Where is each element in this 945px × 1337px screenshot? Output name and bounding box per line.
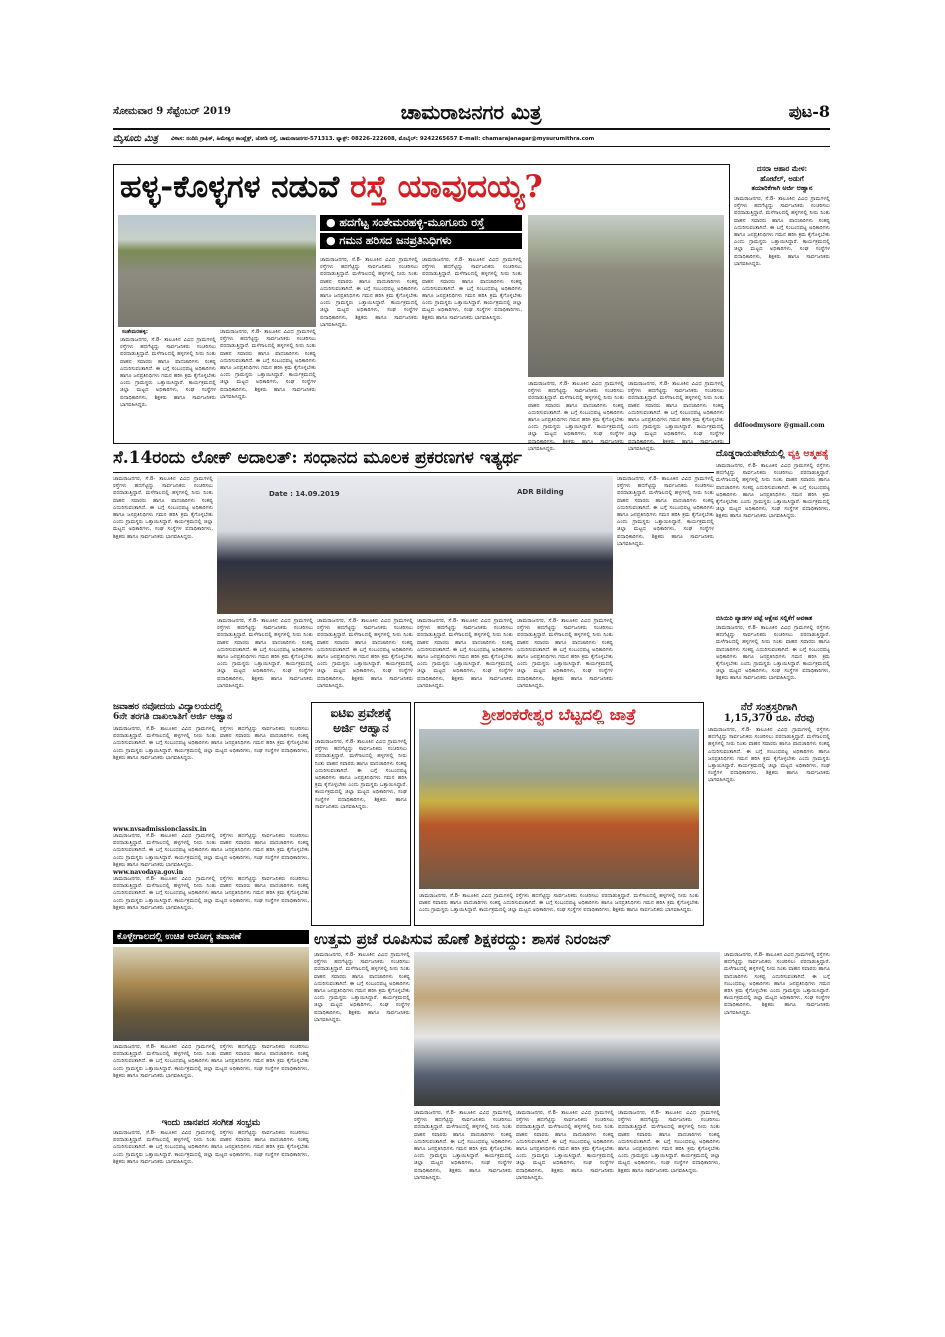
flood-headline-2: 1,15,370 ರೂ. ನೆರವು [723, 713, 815, 724]
lokadalat-body-col4: ಚಾಮರಾಜನಗರ, ಸೆ.8- ತಾಲೂಕಿನ ವಿವಿಧ ಗ್ರಾಮಗಳಲ್ಲಿ ರಸ್ತೆಗಳು ಹದಗೆಟ್ಟಿದ್ದು ಸಾರ್ವಜನಿಕರು ಸಂಚರಿಸಲು ಪರದಾಡುತ್ತಿದ್ದಾರೆ. ಮಳೆಗಾಲದಲ್ಲಿ ಹಳ್ಳಗಳಲ್ಲಿ ನೀರು ನಿಂತು ವಾಹನ ಸವಾರರು ಹಾಗೂ ಪಾದಚಾರಿಗಳು ಸಂಕಷ್ಟ ಎದುರಿಸುವಂತಾಗಿದೆ. ಈ ಬಗ್ಗೆ ಸಂಬಂಧಪಟ್ಟ ಅಧಿಕಾರಿಗಳು ಹಾಗೂ ಜನಪ್ರತಿನಿಧಿಗಳು ಗಮನ ಹರಿಸಿ ಕ್ರಮ ಕೈಗೊಳ್ಳಬೇಕು ಎಂದು ಗ್ರಾಮಸ್ಥರು ಒತ್ತಾಯಿಸಿದ್ದಾರೆ. ಕಾರ್ಯಕ್ರಮದಲ್ಲಿ ಜಿಲ್ಲಾ ಮಟ್ಟದ ಅಧಿಕಾರಿಗಳು, ಸಂಘ ಸಂಸ್ಥೆಗಳ ಪದಾಧಿಕಾರಿಗಳು, ಶಿಕ್ಷಕರು ಹಾಗೂ ಸಾರ್ವಜನಿಕರು ಭಾಗವಹಿಸಿದ್ದರು. [417, 618, 513, 689]
lokadalat-body-col6: ಚಾಮರಾಜನಗರ, ಸೆ.8- ತಾಲೂಕಿನ ವಿವಿಧ ಗ್ರಾಮಗಳಲ್ಲಿ ರಸ್ತೆಗಳು ಹದಗೆಟ್ಟಿದ್ದು ಸಾರ್ವಜನಿಕರು ಸಂಚರಿಸಲು ಪರದಾಡುತ್ತಿದ್ದಾರೆ. ಮಳೆಗಾಲದಲ್ಲಿ ಹಳ್ಳಗಳಲ್ಲಿ ನೀರು ನಿಂತು ವಾಹನ ಸವಾರರು ಹಾಗೂ ಪಾದಚಾರಿಗಳು ಸಂಕಷ್ಟ ಎದುರಿಸುವಂತಾಗಿದೆ. ಈ ಬಗ್ಗೆ ಸಂಬಂಧಪಟ್ಟ ಅಧಿಕಾರಿಗಳು ಹಾಗೂ ಜನಪ್ರತಿನಿಧಿಗಳು ಗಮನ ಹರಿಸಿ ಕ್ರಮ ಕೈಗೊಳ್ಳಬೇಕು ಎಂದು ಗ್ರಾಮಸ್ಥರು ಒತ್ತಾಯಿಸಿದ್ದಾರೆ. ಕಾರ್ಯಕ್ರಮದಲ್ಲಿ ಜಿಲ್ಲಾ ಮಟ್ಟದ ಅಧಿಕಾರಿಗಳು, ಸಂಘ ಸಂಸ್ಥೆಗಳ ಪದಾಧಿಕಾರಿಗಳು, ಶಿಕ್ಷಕರು ಹಾಗೂ ಸಾರ್ವಜನಿಕರು ಭಾಗವಹಿಸಿದ್ದರು. [617, 476, 714, 547]
doddarayapete-sub: ಬಿಸಿಯಿರಿ ಪ್ಯಾಡಗಳ ಪಟ್ಟೆ ಆಕ್ಷೇಪ ಸಲ್ಲಿಕೆಗೆ ಅವಕಾಶ [716, 615, 813, 622]
jatre-caption: ಚಾಮರಾಜನಗರ, ಸೆ.8- ತಾಲೂಕಿನ ವಿವಿಧ ಗ್ರಾಮಗಳಲ್ಲಿ ರಸ್ತೆಗಳು ಹದಗೆಟ್ಟಿದ್ದು ಸಾರ್ವಜನಿಕರು ಸಂಚರಿಸಲು ಪರದಾಡುತ್ತಿದ್ದಾರೆ. ಮಳೆಗಾಲದಲ್ಲಿ ಹಳ್ಳಗಳಲ್ಲಿ ನೀರು ನಿಂತು ವಾಹನ ಸವಾರರು ಹಾಗೂ ಪಾದಚಾರಿಗಳು ಸಂಕಷ್ಟ ಎದುರಿಸುವಂತಾಗಿದೆ. ಈ ಬಗ್ಗೆ ಸಂಬಂಧಪಟ್ಟ ಅಧಿಕಾರಿಗಳು ಹಾಗೂ ಜನಪ್ರತಿನಿಧಿಗಳು ಗಮನ ಹರಿಸಿ ಕ್ರಮ ಕೈಗೊಳ್ಳಬೇಕು ಎಂದು ಗ್ರಾಮಸ್ಥರು ಒತ್ತಾಯಿಸಿದ್ದಾರೆ. ಕಾರ್ಯಕ್ರಮದಲ್ಲಿ ಜಿಲ್ಲಾ ಮಟ್ಟದ ಅಧಿಕಾರಿಗಳು, ಸಂಘ ಸಂಸ್ಥೆಗಳ ಪದಾಧಿಕಾರಿಗಳು, ಶಿಕ್ಷಕರು ಹಾಗೂ ಸಾರ್ವಜನಿಕರು ಭಾಗವಹಿಸಿದ್ದರು. [419, 893, 699, 914]
kollegal-headline: ಕೊಳ್ಳೇಗಾಲದಲ್ಲಿ ಉಚಿತ ಆರೋಗ್ಯ ತಪಾಸಣೆ [113, 930, 309, 944]
lead-headline [120, 169, 543, 206]
music-headline: ಇಂದು ಜಾನಪದ ಸಂಗೀತ ಸಂಭ್ರಮ [161, 1118, 261, 1128]
navodaya-web-2: www.nvsadmissionclassix.in [113, 826, 207, 833]
navodaya-body: ಚಾಮರಾಜನಗರ, ಸೆ.8- ತಾಲೂಕಿನ ವಿವಿಧ ಗ್ರಾಮಗಳಲ್ಲಿ ರಸ್ತೆಗಳು ಹದಗೆಟ್ಟಿದ್ದು ಸಾರ್ವಜನಿಕರು ಸಂಚರಿಸಲು ಪರದಾಡುತ್ತಿದ್ದಾರೆ. ಮಳೆಗಾಲದಲ್ಲಿ ಹಳ್ಳಗಳಲ್ಲಿ ನೀರು ನಿಂತು ವಾಹನ ಸವಾರರು ಹಾಗೂ ಪಾದಚಾರಿಗಳು ಸಂಕಷ್ಟ ಎದುರಿಸುವಂತಾಗಿದೆ. ಈ ಬಗ್ಗೆ ಸಂಬಂಧಪಟ್ಟ ಅಧಿಕಾರಿಗಳು ಹಾಗೂ ಜನಪ್ರತಿನಿಧಿಗಳು ಗಮನ ಹರಿಸಿ ಕ್ರಮ ಕೈಗೊಳ್ಳಬೇಕು ಎಂದು ಗ್ರಾಮಸ್ಥರು ಒತ್ತಾಯಿಸಿದ್ದಾರೆ. ಕಾರ್ಯಕ್ರಮದಲ್ಲಿ ಜಿಲ್ಲಾ ಮಟ್ಟದ ಅಧಿಕಾರಿಗಳು, ಸಂಘ ಸಂಸ್ಥೆಗಳ ಪದಾಧಿಕಾರಿಗಳು, ಶಿಕ್ಷಕರು ಹಾಗೂ ಸಾರ್ವಜನಿಕರು ಭಾಗವಹಿಸಿದ್ದರು. [113, 726, 309, 761]
lead-body-col4: ಚಾಮರಾಜನಗರ, ಸೆ.8- ತಾಲೂಕಿನ ವಿವಿಧ ಗ್ರಾಮಗಳಲ್ಲಿ ರಸ್ತೆಗಳು ಹದಗೆಟ್ಟಿದ್ದು ಸಾರ್ವಜನಿಕರು ಸಂಚರಿಸಲು ಪರದಾಡುತ್ತಿದ್ದಾರೆ. ಮಳೆಗಾಲದಲ್ಲಿ ಹಳ್ಳಗಳಲ್ಲಿ ನೀರು ನಿಂತು ವಾಹನ ಸವಾರರು ಹಾಗೂ ಪಾದಚಾರಿಗಳು ಸಂಕಷ್ಟ ಎದುರಿಸುವಂತಾಗಿದೆ. ಈ ಬಗ್ಗೆ ಸಂಬಂಧಪಟ್ಟ ಅಧಿಕಾರಿಗಳು ಹಾಗೂ ಜನಪ್ರತಿನಿಧಿಗಳು ಗಮನ ಹರಿಸಿ ಕ್ರಮ ಕೈಗೊಳ್ಳಬೇಕು ಎಂದು ಗ್ರಾಮಸ್ಥರು ಒತ್ತಾಯಿಸಿದ್ದಾರೆ. ಕಾರ್ಯಕ್ರಮದಲ್ಲಿ ಜಿಲ್ಲಾ ಮಟ್ಟದ ಅಧಿಕಾರಿಗಳು, ಸಂಘ ಸಂಸ್ಥೆಗಳ ಪದಾಧಿಕಾರಿಗಳು, ಶಿಕ್ಷಕರು ಹಾಗೂ ಸಾರ್ವಜನಿಕರು ಭಾಗವಹಿಸಿದ್ದರು. [422, 257, 522, 321]
lokadalat-headline: ಸೆ.14ರಂದು ಲೋಕ್ ಅದಾಲತ್: ಸಂಧಾನದ ಮೂಲಕ ಪ್ರಕರಣಗಳ ಇತ್ಯರ್ಥ [113, 448, 522, 468]
doddarayapete-headline [716, 448, 830, 459]
kollegal-photo [113, 947, 309, 1041]
brand-name: ಮೈಸೂರು ಮಿತ್ರ [113, 134, 158, 144]
navodaya-web-1: www.navodaya.gov.in [113, 869, 184, 876]
lokadalat-body-col2: ಚಾಮರಾಜನಗರ, ಸೆ.8- ತಾಲೂಕಿನ ವಿವಿಧ ಗ್ರಾಮಗಳಲ್ಲಿ ರಸ್ತೆಗಳು ಹದಗೆಟ್ಟಿದ್ದು ಸಾರ್ವಜನಿಕರು ಸಂಚರಿಸಲು ಪರದಾಡುತ್ತಿದ್ದಾರೆ. ಮಳೆಗಾಲದಲ್ಲಿ ಹಳ್ಳಗಳಲ್ಲಿ ನೀರು ನಿಂತು ವಾಹನ ಸವಾರರು ಹಾಗೂ ಪಾದಚಾರಿಗಳು ಸಂಕಷ್ಟ ಎದುರಿಸುವಂತಾಗಿದೆ. ಈ ಬಗ್ಗೆ ಸಂಬಂಧಪಟ್ಟ ಅಧಿಕಾರಿಗಳು ಹಾಗೂ ಜನಪ್ರತಿನಿಧಿಗಳು ಗಮನ ಹರಿಸಿ ಕ್ರಮ ಕೈಗೊಳ್ಳಬೇಕು ಎಂದು ಗ್ರಾಮಸ್ಥರು ಒತ್ತಾಯಿಸಿದ್ದಾರೆ. ಕಾರ್ಯಕ್ರಮದಲ್ಲಿ ಜಿಲ್ಲಾ ಮಟ್ಟದ ಅಧಿಕಾರಿಗಳು, ಸಂಘ ಸಂಸ್ಥೆಗಳ ಪದಾಧಿಕಾರಿಗಳು, ಶಿಕ್ಷಕರು ಹಾಗೂ ಸಾರ್ವಜನಿಕರು ಭಾಗವಹಿಸಿದ್ದರು. [217, 618, 313, 689]
lokadalat-body-col3: ಚಾಮರಾಜನಗರ, ಸೆ.8- ತಾಲೂಕಿನ ವಿವಿಧ ಗ್ರಾಮಗಳಲ್ಲಿ ರಸ್ತೆಗಳು ಹದಗೆಟ್ಟಿದ್ದು ಸಾರ್ವಜನಿಕರು ಸಂಚರಿಸಲು ಪರದಾಡುತ್ತಿದ್ದಾರೆ. ಮಳೆಗಾಲದಲ್ಲಿ ಹಳ್ಳಗಳಲ್ಲಿ ನೀರು ನಿಂತು ವಾಹನ ಸವಾರರು ಹಾಗೂ ಪಾದಚಾರಿಗಳು ಸಂಕಷ್ಟ ಎದುರಿಸುವಂತಾಗಿದೆ. ಈ ಬಗ್ಗೆ ಸಂಬಂಧಪಟ್ಟ ಅಧಿಕಾರಿಗಳು ಹಾಗೂ ಜನಪ್ರತಿನಿಧಿಗಳು ಗಮನ ಹರಿಸಿ ಕ್ರಮ ಕೈಗೊಳ್ಳಬೇಕು ಎಂದು ಗ್ರಾಮಸ್ಥರು ಒತ್ತಾಯಿಸಿದ್ದಾರೆ. ಕಾರ್ಯಕ್ರಮದಲ್ಲಿ ಜಿಲ್ಲಾ ಮಟ್ಟದ ಅಧಿಕಾರಿಗಳು, ಸಂಘ ಸಂಸ್ಥೆಗಳ ಪದಾಧಿಕಾರಿಗಳು, ಶಿಕ್ಷಕರು ಹಾಗೂ ಸಾರ್ವಜನಿಕರು ಭಾಗವಹಿಸಿದ್ದರು. [317, 618, 413, 689]
jatre-headline: ಶ್ರೀಶಂಕರೇಶ್ವರ ಬೆಟ್ಟದಲ್ಲಿ ಜಾತ್ರೆ [482, 705, 636, 724]
lead-headline-red: ರಸ್ತೆ ಯಾವುದಯ್ಯ? [350, 169, 543, 205]
jatre-photo [419, 729, 699, 889]
lokadalat-body-col1: ಚಾಮರಾಜನಗರ, ಸೆ.8- ತಾಲೂಕಿನ ವಿವಿಧ ಗ್ರಾಮಗಳಲ್ಲಿ ರಸ್ತೆಗಳು ಹದಗೆಟ್ಟಿದ್ದು ಸಾರ್ವಜನಿಕರು ಸಂಚರಿಸಲು ಪರದಾಡುತ್ತಿದ್ದಾರೆ. ಮಳೆಗಾಲದಲ್ಲಿ ಹಳ್ಳಗಳಲ್ಲಿ ನೀರು ನಿಂತು ವಾಹನ ಸವಾರರು ಹಾಗೂ ಪಾದಚಾರಿಗಳು ಸಂಕಷ್ಟ ಎದುರಿಸುವಂತಾಗಿದೆ. ಈ ಬಗ್ಗೆ ಸಂಬಂಧಪಟ್ಟ ಅಧಿಕಾರಿಗಳು ಹಾಗೂ ಜನಪ್ರತಿನಿಧಿಗಳು ಗಮನ ಹರಿಸಿ ಕ್ರಮ ಕೈಗೊಳ್ಳಬೇಕು ಎಂದು ಗ್ರಾಮಸ್ಥರು ಒತ್ತಾಯಿಸಿದ್ದಾರೆ. ಕಾರ್ಯಕ್ರಮದಲ್ಲಿ ಜಿಲ್ಲಾ ಮಟ್ಟದ ಅಧಿಕಾರಿಗಳು, ಸಂಘ ಸಂಸ್ಥೆಗಳ ಪದಾಧಿಕಾರಿಗಳು, ಶಿಕ್ಷಕರು ಹಾಗೂ ಸಾರ್ವಜನಿಕರು ಭಾಗವಹಿಸಿದ್ದರು. [113, 476, 213, 540]
teacher-body-col1: ಚಾಮರಾಜನಗರ, ಸೆ.8- ತಾಲೂಕಿನ ವಿವಿಧ ಗ್ರಾಮಗಳಲ್ಲಿ ರಸ್ತೆಗಳು ಹದಗೆಟ್ಟಿದ್ದು ಸಾರ್ವಜನಿಕರು ಸಂಚರಿಸಲು ಪರದಾಡುತ್ತಿದ್ದಾರೆ. ಮಳೆಗಾಲದಲ್ಲಿ ಹಳ್ಳಗಳಲ್ಲಿ ನೀರು ನಿಂತು ವಾಹನ ಸವಾರರು ಹಾಗೂ ಪಾದಚಾರಿಗಳು ಸಂಕಷ್ಟ ಎದುರಿಸುವಂತಾಗಿದೆ. ಈ ಬಗ್ಗೆ ಸಂಬಂಧಪಟ್ಟ ಅಧಿಕಾರಿಗಳು ಹಾಗೂ ಜನಪ್ರತಿನಿಧಿಗಳು ಗಮನ ಹರಿಸಿ ಕ್ರಮ ಕೈಗೊಳ್ಳಬೇಕು ಎಂದು ಗ್ರಾಮಸ್ಥರು ಒತ್ತಾಯಿಸಿದ್ದಾರೆ. ಕಾರ್ಯಕ್ರಮದಲ್ಲಿ ಜಿಲ್ಲಾ ಮಟ್ಟದ ಅಧಿಕಾರಿಗಳು, ಸಂಘ ಸಂಸ್ಥೆಗಳ ಪದಾಧಿಕಾರಿಗಳು, ಶಿಕ್ಷಕರು ಹಾಗೂ ಸಾರ್ವಜನಿಕರು ಭಾಗವಹಿಸಿದ್ದರು. [314, 952, 410, 1023]
iti-headline-1: ಐಟಿಐ ಪ್ರವೇಶಕ್ಕೆ [330, 706, 392, 720]
teacher-body-col5: ಚಾಮರಾಜನಗರ, ಸೆ.8- ತಾಲೂಕಿನ ವಿವಿಧ ಗ್ರಾಮಗಳಲ್ಲಿ ರಸ್ತೆಗಳು ಹದಗೆಟ್ಟಿದ್ದು ಸಾರ್ವಜನಿಕರು ಸಂಚರಿಸಲು ಪರದಾಡುತ್ತಿದ್ದಾರೆ. ಮಳೆಗಾಲದಲ್ಲಿ ಹಳ್ಳಗಳಲ್ಲಿ ನೀರು ನಿಂತು ವಾಹನ ಸವಾರರು ಹಾಗೂ ಪಾದಚಾರಿಗಳು ಸಂಕಷ್ಟ ಎದುರಿಸುವಂತಾಗಿದೆ. ಈ ಬಗ್ಗೆ ಸಂಬಂಧಪಟ್ಟ ಅಧಿಕಾರಿಗಳು ಹಾಗೂ ಜನಪ್ರತಿನಿಧಿಗಳು ಗಮನ ಹರಿಸಿ ಕ್ರಮ ಕೈಗೊಳ್ಳಬೇಕು ಎಂದು ಗ್ರಾಮಸ್ಥರು ಒತ್ತಾಯಿಸಿದ್ದಾರೆ. ಕಾರ್ಯಕ್ರಮದಲ್ಲಿ ಜಿಲ್ಲಾ ಮಟ್ಟದ ಅಧಿಕಾರಿಗಳು, ಸಂಘ ಸಂಸ್ಥೆಗಳ ಪದಾಧಿಕಾರಿಗಳು, ಶಿಕ್ಷಕರು ಹಾಗೂ ಸಾರ್ವಜನಿಕರು ಭಾಗವಹಿಸಿದ್ದರು. [724, 952, 830, 1016]
lead-body-col5: ಚಾಮರಾಜನಗರ, ಸೆ.8- ತಾಲೂಕಿನ ವಿವಿಧ ಗ್ರಾಮಗಳಲ್ಲಿ ರಸ್ತೆಗಳು ಹದಗೆಟ್ಟಿದ್ದು ಸಾರ್ವಜನಿಕರು ಸಂಚರಿಸಲು ಪರದಾಡುತ್ತಿದ್ದಾರೆ. ಮಳೆಗಾಲದಲ್ಲಿ ಹಳ್ಳಗಳಲ್ಲಿ ನೀರು ನಿಂತು ವಾಹನ ಸವಾರರು ಹಾಗೂ ಪಾದಚಾರಿಗಳು ಸಂಕಷ್ಟ ಎದುರಿಸುವಂತಾಗಿದೆ. ಈ ಬಗ್ಗೆ ಸಂಬಂಧಪಟ್ಟ ಅಧಿಕಾರಿಗಳು ಹಾಗೂ ಜನಪ್ರತಿನಿಧಿಗಳು ಗಮನ ಹರಿಸಿ ಕ್ರಮ ಕೈಗೊಳ್ಳಬೇಕು ಎಂದು ಗ್ರಾಮಸ್ಥರು ಒತ್ತಾಯಿಸಿದ್ದಾರೆ. ಕಾರ್ಯಕ್ರಮದಲ್ಲಿ ಜಿಲ್ಲಾ ಮಟ್ಟದ ಅಧಿಕಾರಿಗಳು, ಸಂಘ ಸಂಸ್ಥೆಗಳ ಪದಾಧಿಕಾರಿಗಳು, ಶಿಕ್ಷಕರು ಹಾಗೂ ಸಾರ್ವಜನಿಕರು ಭಾಗವಹಿಸಿದ್ದರು. [528, 381, 624, 452]
teacher-story [314, 930, 830, 1232]
newspaper-title: ಚಾಮರಾಜನಗರ ಮಿತ್ರ [400, 100, 542, 124]
iti-story [311, 702, 411, 926]
masthead-rule [113, 128, 830, 130]
dasara-headline-3: ತಯಾರಿಕೆಗಾಗಿ ಅರ್ಜಿ ಆಹ್ವಾನ [751, 184, 813, 192]
flood-body: ಚಾಮರಾಜನಗರ, ಸೆ.8- ತಾಲೂಕಿನ ವಿವಿಧ ಗ್ರಾಮಗಳಲ್ಲಿ ರಸ್ತೆಗಳು ಹದಗೆಟ್ಟಿದ್ದು ಸಾರ್ವಜನಿಕರು ಸಂಚರಿಸಲು ಪರದಾಡುತ್ತಿದ್ದಾರೆ. ಮಳೆಗಾಲದಲ್ಲಿ ಹಳ್ಳಗಳಲ್ಲಿ ನೀರು ನಿಂತು ವಾಹನ ಸವಾರರು ಹಾಗೂ ಪಾದಚಾರಿಗಳು ಸಂಕಷ್ಟ ಎದುರಿಸುವಂತಾಗಿದೆ. ಈ ಬಗ್ಗೆ ಸಂಬಂಧಪಟ್ಟ ಅಧಿಕಾರಿಗಳು ಹಾಗೂ ಜನಪ್ರತಿನಿಧಿಗಳು ಗಮನ ಹರಿಸಿ ಕ್ರಮ ಕೈಗೊಳ್ಳಬೇಕು ಎಂದು ಗ್ರಾಮಸ್ಥರು ಒತ್ತಾಯಿಸಿದ್ದಾರೆ. ಕಾರ್ಯಕ್ರಮದಲ್ಲಿ ಜಿಲ್ಲಾ ಮಟ್ಟದ ಅಧಿಕಾರಿಗಳು, ಸಂಘ ಸಂಸ್ಥೆಗಳ ಪದಾಧಿಕಾರಿಗಳು, ಶಿಕ್ಷಕರು ಹಾಗೂ ಸಾರ್ವಜನಿಕರು ಭಾಗವಹಿಸಿದ್ದರು. [708, 727, 830, 784]
dasara-headline-1: ದಸರಾ ಆಹಾರ ಮೇಳ: [756, 164, 808, 173]
teacher-body-col4: ಚಾಮರಾಜನಗರ, ಸೆ.8- ತಾಲೂಕಿನ ವಿವಿಧ ಗ್ರಾಮಗಳಲ್ಲಿ ರಸ್ತೆಗಳು ಹದಗೆಟ್ಟಿದ್ದು ಸಾರ್ವಜನಿಕರು ಸಂಚರಿಸಲು ಪರದಾಡುತ್ತಿದ್ದಾರೆ. ಮಳೆಗಾಲದಲ್ಲಿ ಹಳ್ಳಗಳಲ್ಲಿ ನೀರು ನಿಂತು ವಾಹನ ಸವಾರರು ಹಾಗೂ ಪಾದಚಾರಿಗಳು ಸಂಕಷ್ಟ ಎದುರಿಸುವಂತಾಗಿದೆ. ಈ ಬಗ್ಗೆ ಸಂಬಂಧಪಟ್ಟ ಅಧಿಕಾರಿಗಳು ಹಾಗೂ ಜನಪ್ರತಿನಿಧಿಗಳು ಗಮನ ಹರಿಸಿ ಕ್ರಮ ಕೈಗೊಳ್ಳಬೇಕು ಎಂದು ಗ್ರಾಮಸ್ಥರು ಒತ್ತಾಯಿಸಿದ್ದಾರೆ. ಕಾರ್ಯಕ್ರಮದಲ್ಲಿ ಜಿಲ್ಲಾ ಮಟ್ಟದ ಅಧಿಕಾರಿಗಳು, ಸಂಘ ಸಂಸ್ಥೆಗಳ ಪದಾಧಿಕಾರಿಗಳು, ಶಿಕ್ಷಕರು ಹಾಗೂ ಸಾರ್ವಜನಿಕರು ಭಾಗವಹಿಸಿದ್ದರು. [618, 1110, 720, 1174]
address-line: ವಿಳಾಸ: ನಂದಿನಿ ಗ್ರಾಫಿಕ್, ಹಿಮೇಶ್ವರ ಕಾಂಪ್ಲೆಕ್ಸ್, ಜೋಡಿ ರಸ್ತೆ, ಚಾಮರಾಜನಗರ-571313. ಫ್ಯಾಕ್ಸ್: 08226-222608, ಮೊಬೈಲ್: 9242265657 E-mail: chamarajanagar@mysurumithra.com [171, 136, 595, 142]
lokadalat-body-col5: ಚಾಮರಾಜನಗರ, ಸೆ.8- ತಾಲೂಕಿನ ವಿವಿಧ ಗ್ರಾಮಗಳಲ್ಲಿ ರಸ್ತೆಗಳು ಹದಗೆಟ್ಟಿದ್ದು ಸಾರ್ವಜನಿಕರು ಸಂಚರಿಸಲು ಪರದಾಡುತ್ತಿದ್ದಾರೆ. ಮಳೆಗಾಲದಲ್ಲಿ ಹಳ್ಳಗಳಲ್ಲಿ ನೀರು ನಿಂತು ವಾಹನ ಸವಾರರು ಹಾಗೂ ಪಾದಚಾರಿಗಳು ಸಂಕಷ್ಟ ಎದುರಿಸುವಂತಾಗಿದೆ. ಈ ಬಗ್ಗೆ ಸಂಬಂಧಪಟ್ಟ ಅಧಿಕಾರಿಗಳು ಹಾಗೂ ಜನಪ್ರತಿನಿಧಿಗಳು ಗಮನ ಹರಿಸಿ ಕ್ರಮ ಕೈಗೊಳ್ಳಬೇಕು ಎಂದು ಗ್ರಾಮಸ್ಥರು ಒತ್ತಾಯಿಸಿದ್ದಾರೆ. ಕಾರ್ಯಕ್ರಮದಲ್ಲಿ ಜಿಲ್ಲಾ ಮಟ್ಟದ ಅಧಿಕಾರಿಗಳು, ಸಂಘ ಸಂಸ್ಥೆಗಳ ಪದಾಧಿಕಾರಿಗಳು, ಶಿಕ್ಷಕರು ಹಾಗೂ ಸಾರ್ವಜನಿಕರು ಭಾಗವಹಿಸಿದ್ದರು. [517, 618, 613, 689]
jatre-story [414, 702, 704, 926]
lead-body-col2: ಚಾಮರಾಜನಗರ, ಸೆ.8- ತಾಲೂಕಿನ ವಿವಿಧ ಗ್ರಾಮಗಳಲ್ಲಿ ರಸ್ತೆಗಳು ಹದಗೆಟ್ಟಿದ್ದು ಸಾರ್ವಜನಿಕರು ಸಂಚರಿಸಲು ಪರದಾಡುತ್ತಿದ್ದಾರೆ. ಮಳೆಗಾಲದಲ್ಲಿ ಹಳ್ಳಗಳಲ್ಲಿ ನೀರು ನಿಂತು ವಾಹನ ಸವಾರರು ಹಾಗೂ ಪಾದಚಾರಿಗಳು ಸಂಕಷ್ಟ ಎದುರಿಸುವಂತಾಗಿದೆ. ಈ ಬಗ್ಗೆ ಸಂಬಂಧಪಟ್ಟ ಅಧಿಕಾರಿಗಳು ಹಾಗೂ ಜನಪ್ರತಿನಿಧಿಗಳು ಗಮನ ಹರಿಸಿ ಕ್ರಮ ಕೈಗೊಳ್ಳಬೇಕು ಎಂದು ಗ್ರಾಮಸ್ಥರು ಒತ್ತಾಯಿಸಿದ್ದಾರೆ. ಕಾರ್ಯಕ್ರಮದಲ್ಲಿ ಜಿಲ್ಲಾ ಮಟ್ಟದ ಅಧಿಕಾರಿಗಳು, ಸಂಘ ಸಂಸ್ಥೆಗಳ ಪದಾಧಿಕಾರಿಗಳು, ಶಿಕ್ಷಕರು ಹಾಗೂ ಸಾರ್ವಜನಿಕರು ಭಾಗವಹಿಸಿದ್ದರು. [220, 329, 316, 400]
music-body: ಚಾಮರಾಜನಗರ, ಸೆ.8- ತಾಲೂಕಿನ ವಿವಿಧ ಗ್ರಾಮಗಳಲ್ಲಿ ರಸ್ತೆಗಳು ಹದಗೆಟ್ಟಿದ್ದು ಸಾರ್ವಜನಿಕರು ಸಂಚರಿಸಲು ಪರದಾಡುತ್ತಿದ್ದಾರೆ. ಮಳೆಗಾಲದಲ್ಲಿ ಹಳ್ಳಗಳಲ್ಲಿ ನೀರು ನಿಂತು ವಾಹನ ಸವಾರರು ಹಾಗೂ ಪಾದಚಾರಿಗಳು ಸಂಕಷ್ಟ ಎದುರಿಸುವಂತಾಗಿದೆ. ಈ ಬಗ್ಗೆ ಸಂಬಂಧಪಟ್ಟ ಅಧಿಕಾರಿಗಳು ಹಾಗೂ ಜನಪ್ರತಿನಿಧಿಗಳು ಗಮನ ಹರಿಸಿ ಕ್ರಮ ಕೈಗೊಳ್ಳಬೇಕು ಎಂದು ಗ್ರಾಮಸ್ಥರು ಒತ್ತಾಯಿಸಿದ್ದಾರೆ. ಕಾರ್ಯಕ್ರಮದಲ್ಲಿ ಜಿಲ್ಲಾ ಮಟ್ಟದ ಅಧಿಕಾರಿಗಳು, ಸಂಘ ಸಂಸ್ಥೆಗಳ ಪದಾಧಿಕಾರಿಗಳು, ಶಿಕ್ಷಕರು ಹಾಗೂ ಸಾರ್ವಜನಿಕರು ಭಾಗವಹಿಸಿದ್ದರು. [113, 1130, 309, 1165]
doddarayapete-headline-black: ದೊಡ್ಡರಾಯಪೇಟೆಯಲ್ಲಿ [716, 448, 785, 459]
lead-bullets [320, 215, 522, 249]
lead-body-col1: ಚಾಮರಾಜನಗರ, ಸೆ.8- ತಾಲೂಕಿನ ವಿವಿಧ ಗ್ರಾಮಗಳಲ್ಲಿ ರಸ್ತೆಗಳು ಹದಗೆಟ್ಟಿದ್ದು ಸಾರ್ವಜನಿಕರು ಸಂಚರಿಸಲು ಪರದಾಡುತ್ತಿದ್ದಾರೆ. ಮಳೆಗಾಲದಲ್ಲಿ ಹಳ್ಳಗಳಲ್ಲಿ ನೀರು ನಿಂತು ವಾಹನ ಸವಾರರು ಹಾಗೂ ಪಾದಚಾರಿಗಳು ಸಂಕಷ್ಟ ಎದುರಿಸುವಂತಾಗಿದೆ. ಈ ಬಗ್ಗೆ ಸಂಬಂಧಪಟ್ಟ ಅಧಿಕಾರಿಗಳು ಹಾಗೂ ಜನಪ್ರತಿನಿಧಿಗಳು ಗಮನ ಹರಿಸಿ ಕ್ರಮ ಕೈಗೊಳ್ಳಬೇಕು ಎಂದು ಗ್ರಾಮಸ್ಥರು ಒತ್ತಾಯಿಸಿದ್ದಾರೆ. ಕಾರ್ಯಕ್ರಮದಲ್ಲಿ ಜಿಲ್ಲಾ ಮಟ್ಟದ ಅಧಿಕಾರಿಗಳು, ಸಂಘ ಸಂಸ್ಥೆಗಳ ಪದಾಧಿಕಾರಿಗಳು, ಶಿಕ್ಷಕರು ಹಾಗೂ ಸಾರ್ವಜನಿಕರು ಭಾಗವಹಿಸಿದ್ದರು. [120, 337, 216, 408]
lead-story [113, 164, 730, 452]
page-number: ಪುಟ-8 [788, 102, 830, 121]
navodaya-body-2: ಚಾಮರಾಜನಗರ, ಸೆ.8- ತಾಲೂಕಿನ ವಿವಿಧ ಗ್ರಾಮಗಳಲ್ಲಿ ರಸ್ತೆಗಳು ಹದಗೆಟ್ಟಿದ್ದು ಸಾರ್ವಜನಿಕರು ಸಂಚರಿಸಲು ಪರದಾಡುತ್ತಿದ್ದಾರೆ. ಮಳೆಗಾಲದಲ್ಲಿ ಹಳ್ಳಗಳಲ್ಲಿ ನೀರು ನಿಂತು ವಾಹನ ಸವಾರರು ಹಾಗೂ ಪಾದಚಾರಿಗಳು ಸಂಕಷ್ಟ ಎದುರಿಸುವಂತಾಗಿದೆ. ಈ ಬಗ್ಗೆ ಸಂಬಂಧಪಟ್ಟ ಅಧಿಕಾರಿಗಳು ಹಾಗೂ ಜನಪ್ರತಿನಿಧಿಗಳು ಗಮನ ಹರಿಸಿ ಕ್ರಮ ಕೈಗೊಳ್ಳಬೇಕು ಎಂದು ಗ್ರಾಮಸ್ಥರು ಒತ್ತಾಯಿಸಿದ್ದಾರೆ. ಕಾರ್ಯಕ್ರಮದಲ್ಲಿ ಜಿಲ್ಲಾ ಮಟ್ಟದ ಅಧಿಕಾರಿಗಳು, ಸಂಘ ಸಂಸ್ಥೆಗಳ ಪದಾಧಿಕಾರಿಗಳು, ಶಿಕ್ಷಕರು ಹಾಗೂ ಸಾರ್ವಜನಿಕರು ಭಾಗವಹಿಸಿದ್ದರು. [113, 833, 309, 868]
doddarayapete-body: ಚಾಮರಾಜನಗರ, ಸೆ.8- ತಾಲೂಕಿನ ವಿವಿಧ ಗ್ರಾಮಗಳಲ್ಲಿ ರಸ್ತೆಗಳು ಹದಗೆಟ್ಟಿದ್ದು ಸಾರ್ವಜನಿಕರು ಸಂಚರಿಸಲು ಪರದಾಡುತ್ತಿದ್ದಾರೆ. ಮಳೆಗಾಲದಲ್ಲಿ ಹಳ್ಳಗಳಲ್ಲಿ ನೀರು ನಿಂತು ವಾಹನ ಸವಾರರು ಹಾಗೂ ಪಾದಚಾರಿಗಳು ಸಂಕಷ್ಟ ಎದುರಿಸುವಂತಾಗಿದೆ. ಈ ಬಗ್ಗೆ ಸಂಬಂಧಪಟ್ಟ ಅಧಿಕಾರಿಗಳು ಹಾಗೂ ಜನಪ್ರತಿನಿಧಿಗಳು ಗಮನ ಹರಿಸಿ ಕ್ರಮ ಕೈಗೊಳ್ಳಬೇಕು ಎಂದು ಗ್ರಾಮಸ್ಥರು ಒತ್ತಾಯಿಸಿದ್ದಾರೆ. ಕಾರ್ಯಕ್ರಮದಲ್ಲಿ ಜಿಲ್ಲಾ ಮಟ್ಟದ ಅಧಿಕಾರಿಗಳು, ಸಂಘ ಸಂಸ್ಥೆಗಳ ಪದಾಧಿಕಾರಿಗಳು, ಶಿಕ್ಷಕರು ಹಾಗೂ ಸಾರ್ವಜನಿಕರು ಭಾಗವಹಿಸಿದ್ದರು. [716, 463, 830, 520]
lead-headline-black: ಹಳ್ಳ-ಕೊಳ್ಳಗಳ ನಡುವೆ [120, 169, 340, 205]
navodaya-headline-2: 6ನೇ ತರಗತಿ ದಾಖಲಾತಿಗೆ ಅರ್ಜಿ ಆಹ್ವಾನ [113, 712, 233, 722]
navodaya-body-3: ಚಾಮರಾಜನಗರ, ಸೆ.8- ತಾಲೂಕಿನ ವಿವಿಧ ಗ್ರಾಮಗಳಲ್ಲಿ ರಸ್ತೆಗಳು ಹದಗೆಟ್ಟಿದ್ದು ಸಾರ್ವಜನಿಕರು ಸಂಚರಿಸಲು ಪರದಾಡುತ್ತಿದ್ದಾರೆ. ಮಳೆಗಾಲದಲ್ಲಿ ಹಳ್ಳಗಳಲ್ಲಿ ನೀರು ನಿಂತು ವಾಹನ ಸವಾರರು ಹಾಗೂ ಪಾದಚಾರಿಗಳು ಸಂಕಷ್ಟ ಎದುರಿಸುವಂತಾಗಿದೆ. ಈ ಬಗ್ಗೆ ಸಂಬಂಧಪಟ್ಟ ಅಧಿಕಾರಿಗಳು ಹಾಗೂ ಜನಪ್ರತಿನಿಧಿಗಳು ಗಮನ ಹರಿಸಿ ಕ್ರಮ ಕೈಗೊಳ್ಳಬೇಕು ಎಂದು ಗ್ರಾಮಸ್ಥರು ಒತ್ತಾಯಿಸಿದ್ದಾರೆ. ಕಾರ್ಯಕ್ರಮದಲ್ಲಿ ಜಿಲ್ಲಾ ಮಟ್ಟದ ಅಧಿಕಾರಿಗಳು, ಸಂಘ ಸಂಸ್ಥೆಗಳ ಪದಾಧಿಕಾರಿಗಳು, ಶಿಕ್ಷಕರು ಹಾಗೂ ಸಾರ್ವಜನಿಕರು ಭಾಗವಹಿಸಿದ್ದರು. [113, 876, 309, 911]
teacher-photo [414, 952, 720, 1106]
lokadalat-photo [217, 476, 613, 614]
dasara-headline-2: ಹೋಟೆಲ್, ಅಡುಗೆ [760, 174, 804, 183]
doddarayapete-story [716, 448, 830, 698]
kollegal-story [113, 930, 309, 1232]
iti-headline-2: ಅರ್ಜಿ ಆಹ್ವಾನ [333, 721, 389, 735]
masthead-rule-bottom [113, 146, 830, 147]
navodaya-headline-1: ಜವಾಹರ ನವೋದಯ ವಿದ್ಯಾಲಯದಲ್ಲಿ [113, 702, 223, 712]
flood-story [708, 702, 830, 926]
lokadalat-rule [113, 472, 714, 473]
lokadalat-photo-date: Date : 14.09.2019 [269, 490, 340, 498]
doddarayapete-sub-body: ಚಾಮರಾಜನಗರ, ಸೆ.8- ತಾಲೂಕಿನ ವಿವಿಧ ಗ್ರಾಮಗಳಲ್ಲಿ ರಸ್ತೆಗಳು ಹದಗೆಟ್ಟಿದ್ದು ಸಾರ್ವಜನಿಕರು ಸಂಚರಿಸಲು ಪರದಾಡುತ್ತಿದ್ದಾರೆ. ಮಳೆಗಾಲದಲ್ಲಿ ಹಳ್ಳಗಳಲ್ಲಿ ನೀರು ನಿಂತು ವಾಹನ ಸವಾರರು ಹಾಗೂ ಪಾದಚಾರಿಗಳು ಸಂಕಷ್ಟ ಎದುರಿಸುವಂತಾಗಿದೆ. ಈ ಬಗ್ಗೆ ಸಂಬಂಧಪಟ್ಟ ಅಧಿಕಾರಿಗಳು ಹಾಗೂ ಜನಪ್ರತಿನಿಧಿಗಳು ಗಮನ ಹರಿಸಿ ಕ್ರಮ ಕೈಗೊಳ್ಳಬೇಕು ಎಂದು ಗ್ರಾಮಸ್ಥರು ಒತ್ತಾಯಿಸಿದ್ದಾರೆ. ಕಾರ್ಯಕ್ರಮದಲ್ಲಿ ಜಿಲ್ಲಾ ಮಟ್ಟದ ಅಧಿಕಾರಿಗಳು, ಸಂಘ ಸಂಸ್ಥೆಗಳ ಪದಾಧಿಕಾರಿಗಳು, ಶಿಕ್ಷಕರು ಹಾಗೂ ಸಾರ್ವಜನಿಕರು ಭಾಗವಹಿಸಿದ್ದರು. [716, 625, 830, 682]
lead-body-col6: ಚಾಮರಾಜನಗರ, ಸೆ.8- ತಾಲೂಕಿನ ವಿವಿಧ ಗ್ರಾಮಗಳಲ್ಲಿ ರಸ್ತೆಗಳು ಹದಗೆಟ್ಟಿದ್ದು ಸಾರ್ವಜನಿಕರು ಸಂಚರಿಸಲು ಪರದಾಡುತ್ತಿದ್ದಾರೆ. ಮಳೆಗಾಲದಲ್ಲಿ ಹಳ್ಳಗಳಲ್ಲಿ ನೀರು ನಿಂತು ವಾಹನ ಸವಾರರು ಹಾಗೂ ಪಾದಚಾರಿಗಳು ಸಂಕಷ್ಟ ಎದುರಿಸುವಂತಾಗಿದೆ. ಈ ಬಗ್ಗೆ ಸಂಬಂಧಪಟ್ಟ ಅಧಿಕಾರಿಗಳು ಹಾಗೂ ಜನಪ್ರತಿನಿಧಿಗಳು ಗಮನ ಹರಿಸಿ ಕ್ರಮ ಕೈಗೊಳ್ಳಬೇಕು ಎಂದು ಗ್ರಾಮಸ್ಥರು ಒತ್ತಾಯಿಸಿದ್ದಾರೆ. ಕಾರ್ಯಕ್ರಮದಲ್ಲಿ ಜಿಲ್ಲಾ ಮಟ್ಟದ ಅಧಿಕಾರಿಗಳು, ಸಂಘ ಸಂಸ್ಥೆಗಳ ಪದಾಧಿಕಾರಿಗಳು, ಶಿಕ್ಷಕರು ಹಾಗೂ ಸಾರ್ವಜನಿಕರು ಭಾಗವಹಿಸಿದ್ದರು. [628, 381, 724, 452]
road-photo-left [118, 215, 316, 327]
teacher-body-col2: ಚಾಮರಾಜನಗರ, ಸೆ.8- ತಾಲೂಕಿನ ವಿವಿಧ ಗ್ರಾಮಗಳಲ್ಲಿ ರಸ್ತೆಗಳು ಹದಗೆಟ್ಟಿದ್ದು ಸಾರ್ವಜನಿಕರು ಸಂಚರಿಸಲು ಪರದಾಡುತ್ತಿದ್ದಾರೆ. ಮಳೆಗಾಲದಲ್ಲಿ ಹಳ್ಳಗಳಲ್ಲಿ ನೀರು ನಿಂತು ವಾಹನ ಸವಾರರು ಹಾಗೂ ಪಾದಚಾರಿಗಳು ಸಂಕಷ್ಟ ಎದುರಿಸುವಂತಾಗಿದೆ. ಈ ಬಗ್ಗೆ ಸಂಬಂಧಪಟ್ಟ ಅಧಿಕಾರಿಗಳು ಹಾಗೂ ಜನಪ್ರತಿನಿಧಿಗಳು ಗಮನ ಹರಿಸಿ ಕ್ರಮ ಕೈಗೊಳ್ಳಬೇಕು ಎಂದು ಗ್ರಾಮಸ್ಥರು ಒತ್ತಾಯಿಸಿದ್ದಾರೆ. ಕಾರ್ಯಕ್ರಮದಲ್ಲಿ ಜಿಲ್ಲಾ ಮಟ್ಟದ ಅಧಿಕಾರಿಗಳು, ಸಂಘ ಸಂಸ್ಥೆಗಳ ಪದಾಧಿಕಾರಿಗಳು, ಶಿಕ್ಷಕರು ಹಾಗೂ ಸಾರ್ವಜನಿಕರು ಭಾಗವಹಿಸಿದ್ದರು. [414, 1110, 512, 1181]
flood-headline-1: ನೆರೆ ಸಂತ್ರಸ್ತರಿಗಾಗಿ [740, 702, 798, 713]
road-photo-right [528, 215, 724, 377]
dasara-story [734, 164, 830, 444]
dasara-body: ಚಾಮರಾಜನಗರ, ಸೆ.8- ತಾಲೂಕಿನ ವಿವಿಧ ಗ್ರಾಮಗಳಲ್ಲಿ ರಸ್ತೆಗಳು ಹದಗೆಟ್ಟಿದ್ದು ಸಾರ್ವಜನಿಕರು ಸಂಚರಿಸಲು ಪರದಾಡುತ್ತಿದ್ದಾರೆ. ಮಳೆಗಾಲದಲ್ಲಿ ಹಳ್ಳಗಳಲ್ಲಿ ನೀರು ನಿಂತು ವಾಹನ ಸವಾರರು ಹಾಗೂ ಪಾದಚಾರಿಗಳು ಸಂಕಷ್ಟ ಎದುರಿಸುವಂತಾಗಿದೆ. ಈ ಬಗ್ಗೆ ಸಂಬಂಧಪಟ್ಟ ಅಧಿಕಾರಿಗಳು ಹಾಗೂ ಜನಪ್ರತಿನಿಧಿಗಳು ಗಮನ ಹರಿಸಿ ಕ್ರಮ ಕೈಗೊಳ್ಳಬೇಕು ಎಂದು ಗ್ರಾಮಸ್ಥರು ಒತ್ತಾಯಿಸಿದ್ದಾರೆ. ಕಾರ್ಯಕ್ರಮದಲ್ಲಿ ಜಿಲ್ಲಾ ಮಟ್ಟದ ಅಧಿಕಾರಿಗಳು, ಸಂಘ ಸಂಸ್ಥೆಗಳ ಪದಾಧಿಕಾರಿಗಳು, ಶಿಕ್ಷಕರು ಹಾಗೂ ಸಾರ್ವಜನಿಕರು ಭಾಗವಹಿಸಿದ್ದರು. [734, 196, 830, 267]
masthead [113, 100, 830, 160]
iti-body: ಚಾಮರಾಜನಗರ, ಸೆ.8- ತಾಲೂಕಿನ ವಿವಿಧ ಗ್ರಾಮಗಳಲ್ಲಿ ರಸ್ತೆಗಳು ಹದಗೆಟ್ಟಿದ್ದು ಸಾರ್ವಜನಿಕರು ಸಂಚರಿಸಲು ಪರದಾಡುತ್ತಿದ್ದಾರೆ. ಮಳೆಗಾಲದಲ್ಲಿ ಹಳ್ಳಗಳಲ್ಲಿ ನೀರು ನಿಂತು ವಾಹನ ಸವಾರರು ಹಾಗೂ ಪಾದಚಾರಿಗಳು ಸಂಕಷ್ಟ ಎದುರಿಸುವಂತಾಗಿದೆ. ಈ ಬಗ್ಗೆ ಸಂಬಂಧಪಟ್ಟ ಅಧಿಕಾರಿಗಳು ಹಾಗೂ ಜನಪ್ರತಿನಿಧಿಗಳು ಗಮನ ಹರಿಸಿ ಕ್ರಮ ಕೈಗೊಳ್ಳಬೇಕು ಎಂದು ಗ್ರಾಮಸ್ಥರು ಒತ್ತಾಯಿಸಿದ್ದಾರೆ. ಕಾರ್ಯಕ್ರಮದಲ್ಲಿ ಜಿಲ್ಲಾ ಮಟ್ಟದ ಅಧಿಕಾರಿಗಳು, ಸಂಘ ಸಂಸ್ಥೆಗಳ ಪದಾಧಿಕಾರಿಗಳು, ಶಿಕ್ಷಕರು ಹಾಗೂ ಸಾರ್ವಜನಿಕರು ಭಾಗವಹಿಸಿದ್ದರು. [315, 739, 407, 810]
teacher-headline: ಉತ್ತಮ ಪ್ರಜೆ ರೂಪಿಸುವ ಹೊಣೆ ಶಿಕ್ಷಕರದ್ದು: ಶಾಸಕ ನಿರಂಜನ್ [314, 930, 612, 948]
lead-body-col3: ಚಾಮರಾಜನಗರ, ಸೆ.8- ತಾಲೂಕಿನ ವಿವಿಧ ಗ್ರಾಮಗಳಲ್ಲಿ ರಸ್ತೆಗಳು ಹದಗೆಟ್ಟಿದ್ದು ಸಾರ್ವಜನಿಕರು ಸಂಚರಿಸಲು ಪರದಾಡುತ್ತಿದ್ದಾರೆ. ಮಳೆಗಾಲದಲ್ಲಿ ಹಳ್ಳಗಳಲ್ಲಿ ನೀರು ನಿಂತು ವಾಹನ ಸವಾರರು ಹಾಗೂ ಪಾದಚಾರಿಗಳು ಸಂಕಷ್ಟ ಎದುರಿಸುವಂತಾಗಿದೆ. ಈ ಬಗ್ಗೆ ಸಂಬಂಧಪಟ್ಟ ಅಧಿಕಾರಿಗಳು ಹಾಗೂ ಜನಪ್ರತಿನಿಧಿಗಳು ಗಮನ ಹರಿಸಿ ಕ್ರಮ ಕೈಗೊಳ್ಳಬೇಕು ಎಂದು ಗ್ರಾಮಸ್ಥರು ಒತ್ತಾಯಿಸಿದ್ದಾರೆ. ಕಾರ್ಯಕ್ರಮದಲ್ಲಿ ಜಿಲ್ಲಾ ಮಟ್ಟದ ಅಧಿಕಾರಿಗಳು, ಸಂಘ ಸಂಸ್ಥೆಗಳ ಪದಾಧಿಕಾರಿಗಳು, ಶಿಕ್ಷಕರು ಹಾಗೂ ಸಾರ್ವಜನಿಕರು ಭಾಗವಹಿಸಿದ್ದರು. [320, 257, 418, 328]
navodaya-story [113, 702, 309, 926]
kollegal-body: ಚಾಮರಾಜನಗರ, ಸೆ.8- ತಾಲೂಕಿನ ವಿವಿಧ ಗ್ರಾಮಗಳಲ್ಲಿ ರಸ್ತೆಗಳು ಹದಗೆಟ್ಟಿದ್ದು ಸಾರ್ವಜನಿಕರು ಸಂಚರಿಸಲು ಪರದಾಡುತ್ತಿದ್ದಾರೆ. ಮಳೆಗಾಲದಲ್ಲಿ ಹಳ್ಳಗಳಲ್ಲಿ ನೀರು ನಿಂತು ವಾಹನ ಸವಾರರು ಹಾಗೂ ಪಾದಚಾರಿಗಳು ಸಂಕಷ್ಟ ಎದುರಿಸುವಂತಾಗಿದೆ. ಈ ಬಗ್ಗೆ ಸಂಬಂಧಪಟ್ಟ ಅಧಿಕಾರಿಗಳು ಹಾಗೂ ಜನಪ್ರತಿನಿಧಿಗಳು ಗಮನ ಹರಿಸಿ ಕ್ರಮ ಕೈಗೊಳ್ಳಬೇಕು ಎಂದು ಗ್ರಾಮಸ್ಥರು ಒತ್ತಾಯಿಸಿದ್ದಾರೆ. ಕಾರ್ಯಕ್ರಮದಲ್ಲಿ ಜಿಲ್ಲಾ ಮಟ್ಟದ ಅಧಿಕಾರಿಗಳು, ಸಂಘ ಸಂಸ್ಥೆಗಳ ಪದಾಧಿಕಾರಿಗಳು, ಶಿಕ್ಷಕರು ಹಾಗೂ ಸಾರ್ವಜನಿಕರು ಭಾಗವಹಿಸಿದ್ದರು. [113, 1044, 309, 1079]
teacher-body-col3: ಚಾಮರಾಜನಗರ, ಸೆ.8- ತಾಲೂಕಿನ ವಿವಿಧ ಗ್ರಾಮಗಳಲ್ಲಿ ರಸ್ತೆಗಳು ಹದಗೆಟ್ಟಿದ್ದು ಸಾರ್ವಜನಿಕರು ಸಂಚರಿಸಲು ಪರದಾಡುತ್ತಿದ್ದಾರೆ. ಮಳೆಗಾಲದಲ್ಲಿ ಹಳ್ಳಗಳಲ್ಲಿ ನೀರು ನಿಂತು ವಾಹನ ಸವಾರರು ಹಾಗೂ ಪಾದಚಾರಿಗಳು ಸಂಕಷ್ಟ ಎದುರಿಸುವಂತಾಗಿದೆ. ಈ ಬಗ್ಗೆ ಸಂಬಂಧಪಟ್ಟ ಅಧಿಕಾರಿಗಳು ಹಾಗೂ ಜನಪ್ರತಿನಿಧಿಗಳು ಗಮನ ಹರಿಸಿ ಕ್ರಮ ಕೈಗೊಳ್ಳಬೇಕು ಎಂದು ಗ್ರಾಮಸ್ಥರು ಒತ್ತಾಯಿಸಿದ್ದಾರೆ. ಕಾರ್ಯಕ್ರಮದಲ್ಲಿ ಜಿಲ್ಲಾ ಮಟ್ಟದ ಅಧಿಕಾರಿಗಳು, ಸಂಘ ಸಂಸ್ಥೆಗಳ ಪದಾಧಿಕಾರಿಗಳು, ಶಿಕ್ಷಕರು ಹಾಗೂ ಸಾರ್ವಜನಿಕರು ಭಾಗವಹಿಸಿದ್ದರು. [516, 1110, 614, 1181]
doddarayapete-headline-red: ವ್ಯಕ್ತಿ ಆತ್ಮಹತ್ಯೆ [787, 448, 829, 459]
road-photo-left-caption: ಸಂತೇಮರಹಳ್ಳಿ: [122, 329, 149, 335]
issue-date: ಸೋಮವಾರ 9 ಸೆಪ್ಟೆಂಬರ್ 2019 [113, 106, 231, 117]
lokadalat-story [113, 448, 714, 698]
lead-bullet-1: ● ಹದಗೆಟ್ಟ ಸಂತೇಮರಹಳ್ಳಿ-ಮೂಗೂರು ರಸ್ತೆ [320, 215, 522, 231]
lead-bullet-2: ● ಗಮನ ಹರಿಸದ ಜನಪ್ರತಿನಿಧಿಗಳು [320, 233, 522, 249]
lokadalat-photo-banner: ADR Bilding [517, 488, 564, 496]
dasara-email: ddfoodmysore @gmail.com [734, 422, 825, 429]
